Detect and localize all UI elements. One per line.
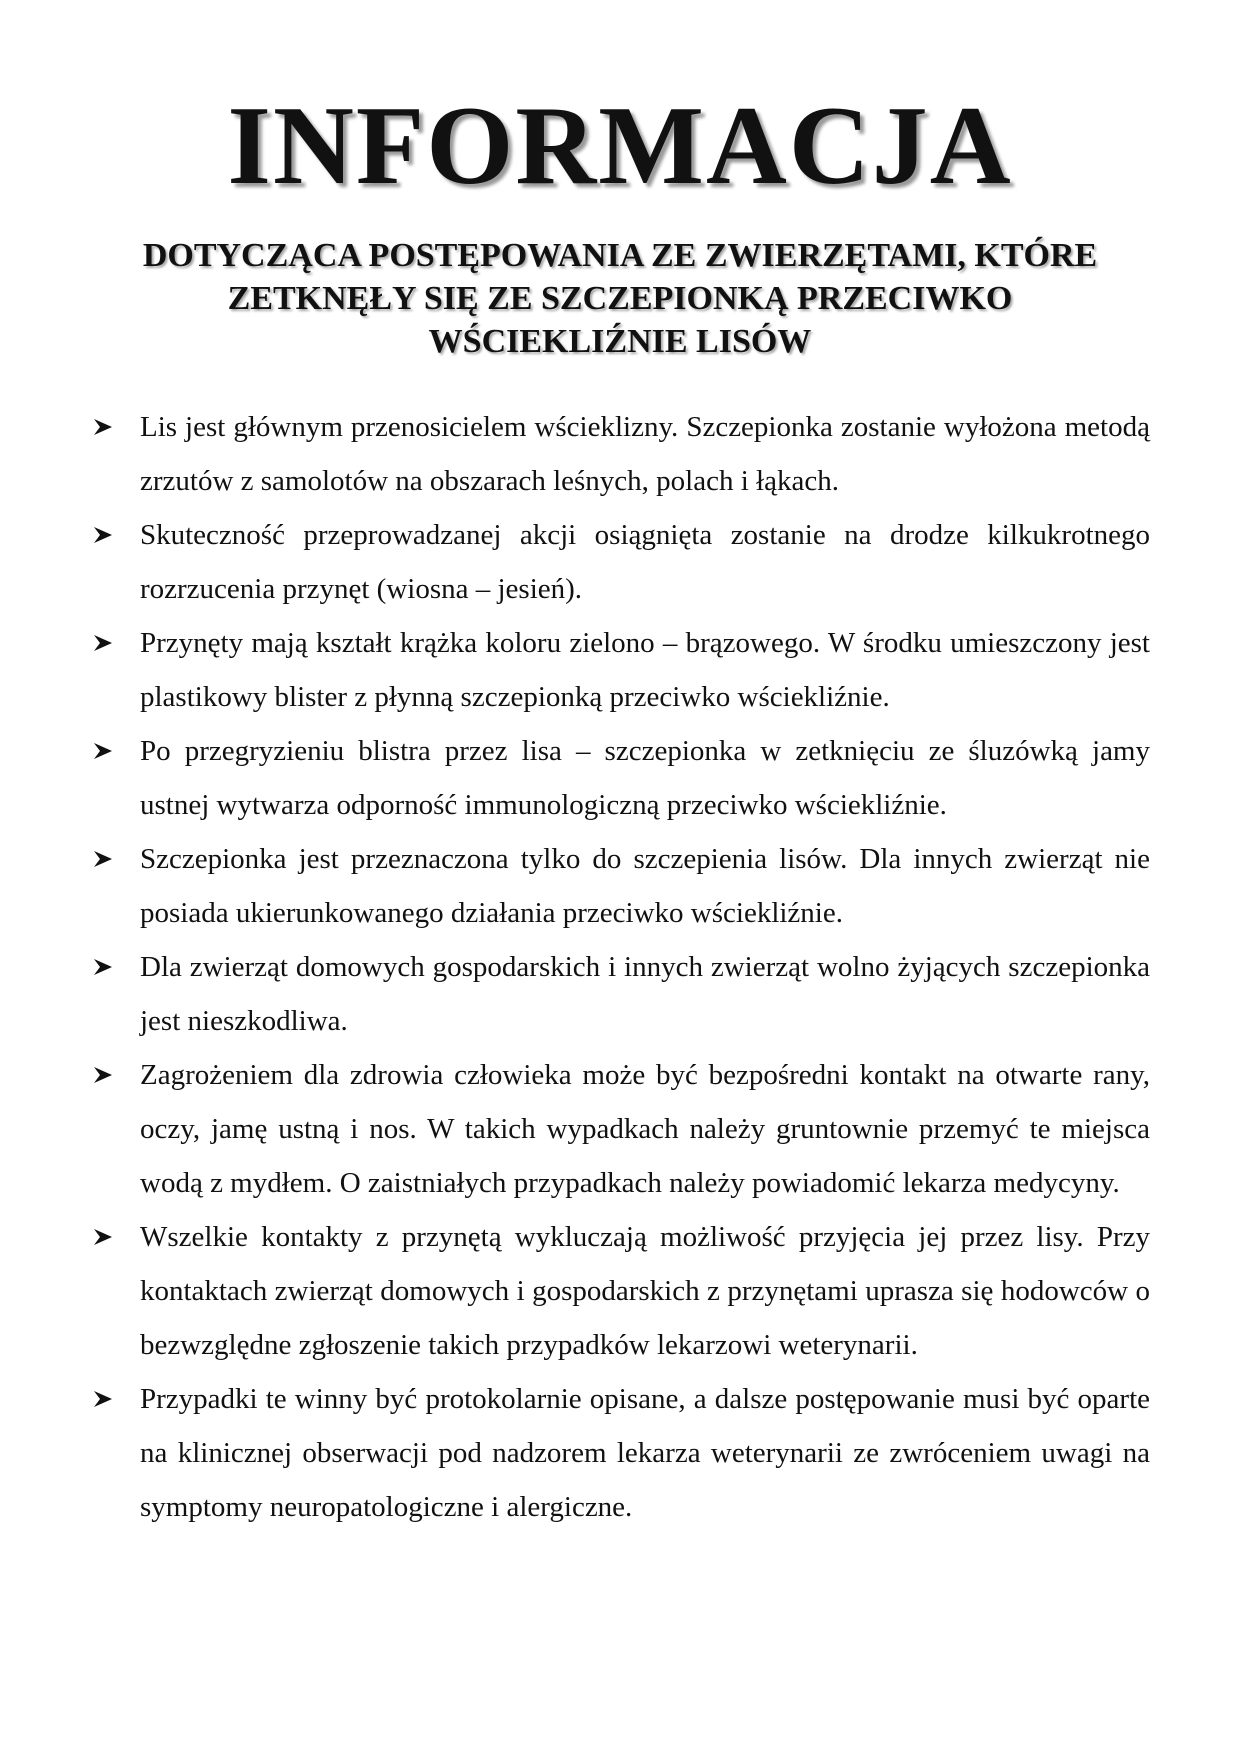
- subtitle-line: DOTYCZĄCA POSTĘPOWANIA ZE ZWIERZĘTAMI, KTÓRE: [142, 237, 1098, 274]
- list-item-text: Po przegryzieniu blistra przez lisa – szczepionka w zetknięciu ze śluzówką jamy ustnej wytwarza odporność immunologiczną przeciwko wściekliźnie.: [140, 735, 1150, 821]
- list-item: [92, 1372, 1150, 1534]
- list-item: [92, 832, 1150, 940]
- arrowhead-bullet-icon: [92, 940, 122, 994]
- arrowhead-bullet-icon: [92, 724, 122, 778]
- document-title: INFORMACJA: [227, 84, 1013, 208]
- list-item-text: Zagrożeniem dla zdrowia człowieka może być bezpośredni kontakt na otwarte rany, oczy, jamę ustną i nos. W takich wypadkach należy gruntownie przemyć te miejsca wodą z mydłem. O zaistniałych przypadkach należy powiadomić lekarza medycyny.: [140, 1059, 1150, 1199]
- list-item: [92, 400, 1150, 508]
- list-item-text: Dla zwierząt domowych gospodarskich i innych zwierząt wolno żyjących szczepionka jest nieszkodliwa.: [140, 951, 1150, 1037]
- arrowhead-bullet-icon: [92, 1048, 122, 1102]
- list-item-text: Szczepionka jest przeznaczona tylko do szczepienia lisów. Dla innych zwierząt nie posiada ukierunkowanego działania przeciwko wściekliźnie.: [140, 843, 1150, 929]
- arrowhead-bullet-icon: [92, 508, 122, 562]
- subtitle-line: ZETKNĘŁY SIĘ ZE SZCZEPIONKĄ PRZECIWKO: [227, 280, 1013, 317]
- list-item-text: Lis jest głównym przenosicielem wścieklizny. Szczepionka zostanie wyłożona metodą zrzutów z samolotów na obszarach leśnych, polach i łąkach.: [140, 411, 1150, 497]
- list-item: [92, 724, 1150, 832]
- list-item: [92, 616, 1150, 724]
- arrowhead-bullet-icon: [92, 400, 122, 454]
- list-item: [92, 1210, 1150, 1372]
- list-item: [92, 508, 1150, 616]
- list-item-text: Przynęty mają kształt krążka koloru zielono – brązowego. W środku umieszczony jest plastikowy blister z płynną szczepionką przeciwko wściekliźnie.: [140, 627, 1150, 713]
- arrowhead-bullet-icon: [92, 1210, 122, 1264]
- list-item-text: Skuteczność przeprowadzanej akcji osiągnięta zostanie na drodze kilkukrotnego rozrzucenia przynęt (wiosna – jesień).: [140, 519, 1150, 605]
- subtitle-line: WŚCIEKLIŹNIE LISÓW: [428, 323, 812, 360]
- arrowhead-bullet-icon: [92, 616, 122, 670]
- list-item-text: Wszelkie kontakty z przynętą wykluczają możliwość przyjęcia jej przez lisy. Przy kontaktach zwierząt domowych i gospodarskich z przynętami uprasza się hodowców o bezwzględne zgłoszenie takich przypadków lekarzowi weterynarii.: [140, 1221, 1150, 1361]
- information-list: [92, 400, 1150, 1534]
- arrowhead-bullet-icon: [92, 832, 122, 886]
- document-subtitle: [80, 234, 1160, 363]
- list-item: [92, 940, 1150, 1048]
- list-item: [92, 1048, 1150, 1210]
- list-item-text: Przypadki te winny być protokolarnie opisane, a dalsze postępowanie musi być oparte na klinicznej obserwacji pod nadzorem lekarza weterynarii ze zwróceniem uwagi na symptomy neuropatologiczne i alergiczne.: [140, 1383, 1150, 1523]
- arrowhead-bullet-icon: [92, 1372, 122, 1426]
